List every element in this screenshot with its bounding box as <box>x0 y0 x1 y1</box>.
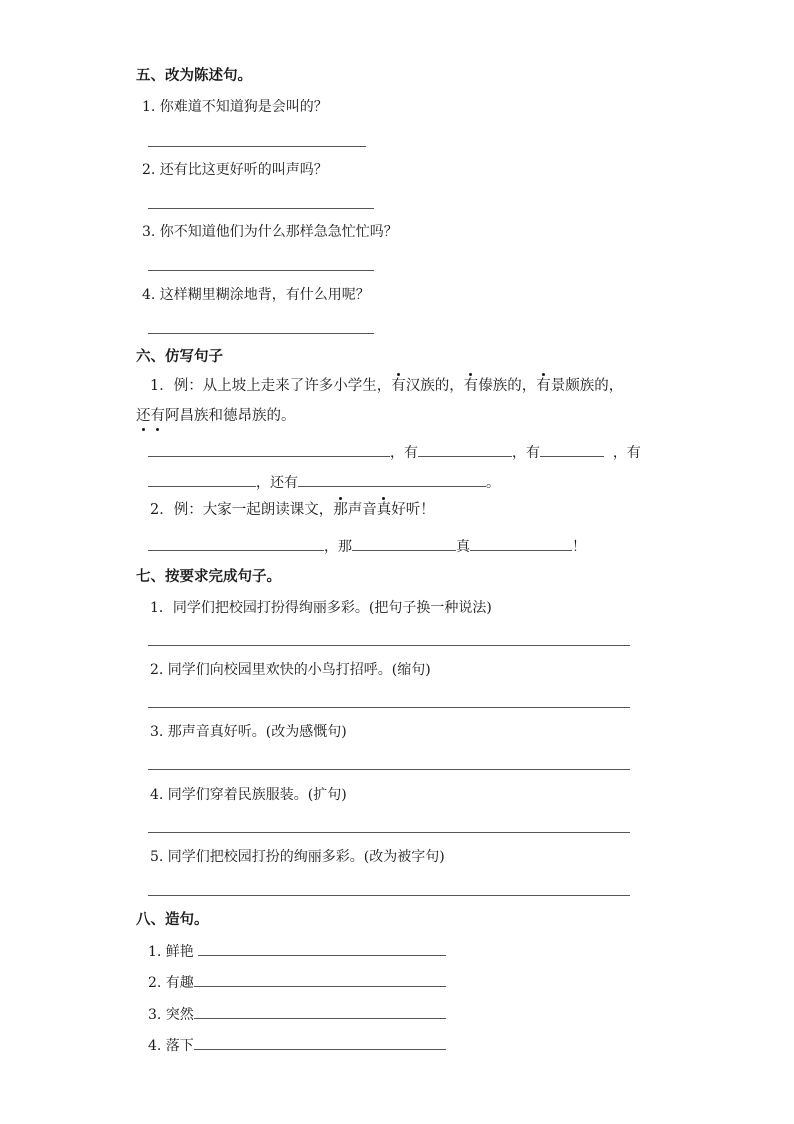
example-1-line-1 <box>150 376 623 396</box>
section7-item-2: 2. 同学们向校园里欢快的小鸟打招呼。(缩句) <box>150 662 431 678</box>
example-1-text: 傣族的， <box>478 378 537 394</box>
answer-line <box>148 769 630 770</box>
example-1-line-2 <box>136 406 296 426</box>
fill-separator: 真 <box>456 539 470 555</box>
blank[interactable] <box>194 972 446 987</box>
blank[interactable] <box>194 1035 446 1050</box>
section8-item-3 <box>148 1004 446 1025</box>
answer-line <box>148 146 366 147</box>
section7-item-4: 4. 同学们穿着民族服装。(扩句) <box>150 787 347 803</box>
answer-line <box>148 333 374 334</box>
blank[interactable] <box>148 442 390 457</box>
blank[interactable] <box>148 536 324 551</box>
fill-row-3 <box>148 536 586 557</box>
blank[interactable] <box>194 1004 446 1019</box>
example-2-label: 2．例： <box>150 502 203 518</box>
example-1-text: 汉族的， <box>405 378 464 394</box>
fill-separator: ，那 <box>324 539 352 555</box>
fill-separator: ，有 <box>390 445 418 461</box>
blank[interactable] <box>540 442 604 457</box>
blank[interactable] <box>470 536 572 551</box>
section6-title: 六、仿写句子 <box>136 349 223 365</box>
section5-item-4: 4. 这样糊里糊涂地背，有什么用呢？ <box>142 287 370 303</box>
emphasis-you-1: 有 <box>391 378 406 394</box>
answer-line <box>148 645 630 646</box>
section8-title: 八、造句。 <box>136 912 209 928</box>
fill-row-1 <box>148 442 641 463</box>
fill-separator: 。 <box>486 475 500 491</box>
blank[interactable] <box>198 941 446 956</box>
answer-line <box>148 208 374 209</box>
blank[interactable] <box>352 536 456 551</box>
example-1-text: 景颇族的， <box>550 378 624 394</box>
section7-item-3: 3. 那声音真好听。(改为感慨句) <box>150 724 347 740</box>
section8-item-1 <box>148 941 446 962</box>
word-label: 4. 落下 <box>148 1038 194 1054</box>
example-1-text: 从上坡上走来了许多小学生， <box>202 378 392 394</box>
example-2 <box>150 500 435 520</box>
blank[interactable] <box>148 472 256 487</box>
blank[interactable] <box>298 472 486 487</box>
example-2-text: 好听！ <box>391 502 435 518</box>
section5-title: 五、改为陈述句。 <box>136 68 252 84</box>
section5-item-3: 3. 你不知道他们为什么那样急急忙忙吗？ <box>142 224 398 240</box>
section8-item-2 <box>148 972 446 993</box>
emphasis-you-2: 有 <box>463 378 479 394</box>
answer-line <box>148 270 374 271</box>
fill-separator: ！ <box>572 539 586 555</box>
emphasis-huan: 还 <box>136 408 151 424</box>
emphasis-you-3: 有 <box>536 378 551 394</box>
word-label: 2. 有趣 <box>148 975 194 991</box>
example-1-text: 阿昌族和德昂族的。 <box>165 408 296 424</box>
example-1-label: 1．例： <box>150 378 203 394</box>
section7-item-1: 1．同学们把校园打扮得绚丽多彩。(把句子换一种说法) <box>150 600 492 616</box>
answer-line <box>148 832 630 833</box>
section5-item-2: 2. 还有比这更好听的叫声吗？ <box>142 162 328 178</box>
answer-line <box>148 707 630 708</box>
section7-title: 七、按要求完成句子。 <box>136 569 281 585</box>
blank[interactable] <box>418 442 512 457</box>
emphasis-zhen: 真 <box>376 502 392 518</box>
word-label: 3. 突然 <box>148 1007 194 1023</box>
example-2-text: 大家一起朗读课文， <box>202 502 334 518</box>
fill-row-2 <box>148 472 500 493</box>
fill-separator: ，还有 <box>256 475 298 491</box>
emphasis-na: 那 <box>333 502 348 518</box>
section7-item-5: 5. 同学们把校园打扮的绚丽多彩。(改为被字句) <box>150 849 445 865</box>
example-2-text: 声音 <box>347 502 377 518</box>
fill-separator: ，有 <box>612 445 641 461</box>
section8-item-4 <box>148 1035 446 1056</box>
answer-line <box>148 895 630 896</box>
section5-item-1: 1. 你难道不知道狗是会叫的？ <box>142 99 328 115</box>
word-label: 1. 鲜艳 <box>148 944 194 960</box>
fill-separator: ，有 <box>512 445 540 461</box>
emphasis-you-4: 有 <box>150 408 165 424</box>
